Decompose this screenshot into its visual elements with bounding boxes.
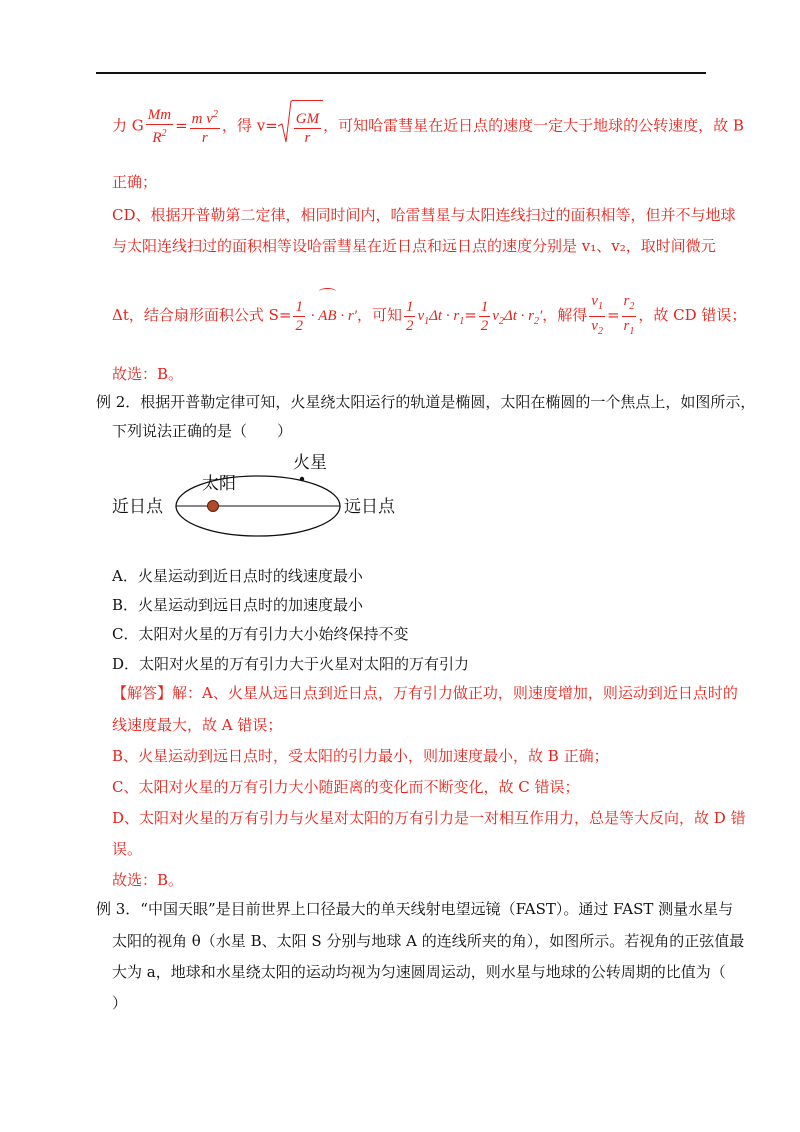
fraction-mv2-over-r: $\frac{m v^2}{r}$ (190, 106, 220, 147)
fraction-v1-over-v2: $\frac{v_1}{v_2}$ (591, 292, 603, 337)
fraction-half-3: $\frac{1}{2}$ (480, 298, 489, 334)
solution-cd-line2: 与太阳连线扫过的面积相等设哈雷彗星在近日点和远日点的速度分别是 v₁、v₂，取时间微元 (112, 237, 716, 255)
solution-cd-line1: CD、根据开普勒第二定律，相同时间内，哈雷彗星与太阳连线扫过的面积相等，但并不与地球 (112, 206, 736, 224)
sun-label: 太阳 (202, 474, 236, 494)
example3-line2: 太阳的视角 θ（水星 B、太阳 S 分别与地球 A 的连线所夹的角），如图所示。若视角的正弦值最 (112, 932, 745, 950)
mars-orbit-diagram (112, 445, 412, 555)
sqrt-GM-over-r: $\frac{GM}{r}$ (278, 100, 323, 153)
fraction-half-2: $\frac{1}{2}$ (405, 298, 414, 334)
example3-line1: 例 3．“中国天眼”是目前世界上口径最大的单天线射电望远镜（FAST）。通过 FAST 测量水星与 (96, 900, 734, 918)
example2-line2: 下列说法正确的是（ ） (112, 422, 293, 440)
answer-b: B、火星运动到远日点时，受太阳的引力最小，则加速度最小，故 B 正确； (112, 747, 609, 765)
answer-line2: 线速度最大，故 A 错误； (112, 716, 283, 734)
solution-correct: 正确； (112, 173, 158, 191)
option-d: D．太阳对火星的万有引力大于火星对太阳的万有引力 (112, 655, 470, 673)
option-b: B．火星运动到远日点时的加速度最小 (112, 596, 364, 614)
solution-final-choice: 故选：B。 (112, 365, 184, 383)
gravity-after-eq: ，得 v (221, 116, 266, 135)
solution-line-gravity: 力 G $\frac{Mm}{R^2}$ = $\frac{m v^2}{r}$ ，得 v= $\frac{GM}{r}$ ，可知哈雷彗星在近日点的速度一定大于地球的公转速度，故 B (112, 100, 744, 150)
gravity-lead: 力 G (112, 116, 144, 135)
cd-line3-tail: ，故 CD 错误； (638, 306, 747, 324)
cd-line3-lead: Δt，结合扇形面积公式 S (112, 306, 279, 324)
answer-a-text: 解：A、火星从远日点到近日点，万有引力做正功，则速度增加，则运动到近日点时的 (172, 684, 738, 702)
fraction-half: $\frac{1}{2}$ (295, 298, 303, 334)
mars-label: 火星 (293, 453, 327, 473)
solution-cd-line3: Δt，结合扇形面积公式 S= $\frac{1}{2}$ · AB · r′，可知 $\frac{1}{2}$ $v_1\Delta t \cdot r_1=$ $\frac{1}{2}$ $v_2\Delta t \cdot r_2'$，解得 $\frac{v_1}{v_2}$ = $\frac{r_2}{r_1}$ ，故 CD 错误； (112, 290, 746, 340)
cd-line3-solve: ，解得 (542, 306, 588, 324)
cd-line3-mid: ，可知 (356, 306, 402, 324)
fraction-Mm-over-R2: $\frac{Mm}{R^2}$ (147, 107, 172, 146)
answer-d-line2: 误。 (112, 840, 143, 858)
mars-dot (300, 477, 304, 481)
answer-c: C、太阳对火星的万有引力大小随距离的变化而不断变化，故 C 错误； (112, 778, 580, 796)
perihelion-label: 近日点 (112, 497, 163, 517)
example2-line1: 例 2．根据开普勒定律可知，火星绕太阳运行的轨道是椭圆，太阳在椭圆的一个焦点上，如图所示， (96, 393, 756, 411)
answer-d-line1: D、太阳对火星的万有引力与火星对太阳的万有引力是一对相互作用力，总是等大反向，故 D 错 (112, 809, 746, 827)
example3-line4: ） (112, 994, 128, 1012)
gravity-tail: ，可知哈雷彗星在近日点的速度一定大于地球的公转速度，故 B (323, 116, 744, 135)
option-a: A．火星运动到近日点时的线速度最小 (112, 567, 363, 585)
option-c: C．太阳对火星的万有引力大小始终保持不变 (112, 625, 409, 643)
example3-line3: 大为 a，地球和水星绕太阳的运动均视为匀速圆周运动，则水星与地球的公转周期的比值为（ (112, 963, 726, 981)
header-rule (96, 72, 706, 74)
sun-dot (208, 501, 219, 512)
example2-final-choice: 故选：B。 (112, 871, 184, 889)
aphelion-label: 远日点 (344, 497, 395, 517)
answer-line1 (112, 683, 738, 703)
fraction-r2-over-r1: $\frac{r_2}{r_1}$ (623, 292, 635, 337)
answer-tag: 【解答】 (112, 684, 173, 702)
